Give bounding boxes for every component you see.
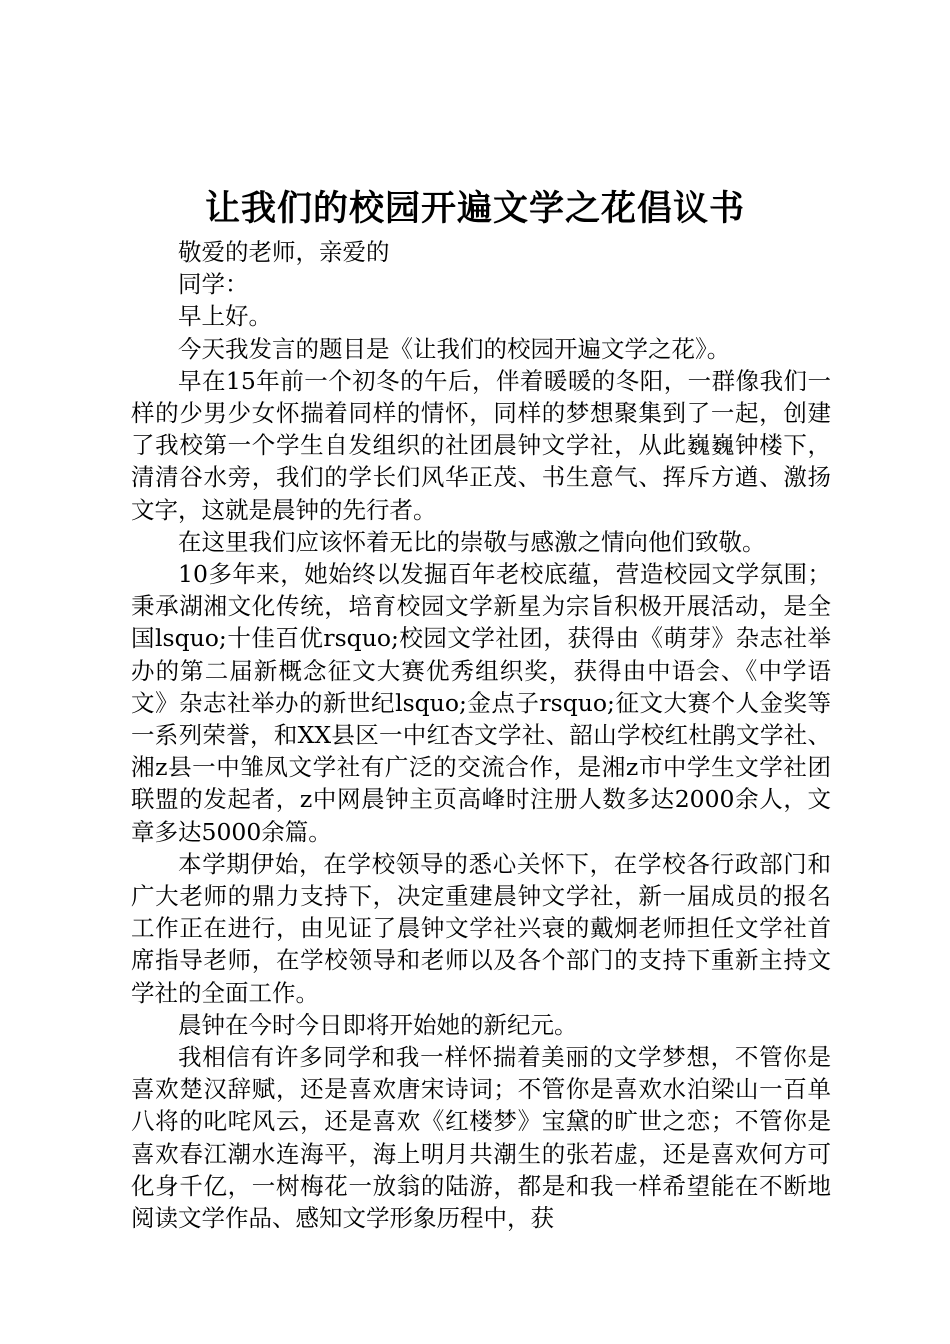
paragraph-greeting: 早上好。 [178, 302, 272, 331]
paragraph-salutation-2: 同学： [178, 270, 249, 299]
paragraph-salutation-1: 敬爱的老师，亲爱的 [178, 238, 390, 266]
document-body [131, 236, 831, 1234]
paragraph-topic: 今天我发言的题目是《让我们的校园开遍文学之花》。 [178, 334, 731, 363]
paragraph-rebuild: 本学期伊始，在学校领导的悉心关怀下，在学校各行政部门和广大老师的鼎力支持下，决定重建晨钟文学社，新一届成员的报名工作正在进行，由见证了晨钟文学社兴衰的戴炯老师担任文学社首席指导老师，在学校领导和老师以及各个部门的支持下重新主持文学社的全面工作。 [131, 849, 831, 1007]
paragraph-achievements: 10多年来，她始终以发掘百年老校底蕴，营造校园文学氛围；秉承湖湘文化传统，培育校园文学新星为宗旨积极开展活动，是全国lsquo;十佳百优rsquo;校园文学社团，获得由《萌芽》杂志社举办的第二届新概念征文大赛优秀组织奖，获得由中语会、《中学语文》杂志社举办的新世纪lsquo;金点子rsquo;征文大赛个人金奖等一系列荣誉，和XX县区一中红杏文学社、韶山学校红杜鹃文学社、湘z县一中雏凤文学社有广泛的交流合作，是湘z市中学生文学社团联盟的发起者，z中网晨钟主页高峰时注册人数多达2000余人，文章多达5000余篇。 [131, 560, 831, 846]
paragraph-dreams: 我相信有许多同学和我一样怀揣着美丽的文学梦想，不管你是喜欢楚汉辞赋，还是喜欢唐宋诗词；不管你是喜欢水泊梁山一百单八将的叱咤风云，还是喜欢《红楼梦》宝黛的旷世之恋；不管你是喜欢春江潮水连海平，海上明月共潮生的张若虚，还是喜欢何方可化身千亿，一树梅花一放翁的陆游，都是和我一样希望能在不断地阅读文学作品、感知文学形象历程中，获 [131, 1043, 831, 1233]
paragraph-tribute: 在这里我们应该怀着无比的崇敬与感激之情向他们致敬。 [178, 527, 766, 556]
paragraph-history: 早在15年前一个初冬的午后，伴着暖暖的冬阳，一群像我们一样的少男少女怀揣着同样的情怀，同样的梦想聚集到了一起，创建了我校第一个学生自发组织的社团晨钟文学社，从此巍巍钟楼下，清清谷水旁，我们的学长们风华正茂、书生意气、挥斥方遒、激扬文字，这就是晨钟的先行者。 [131, 366, 831, 524]
paragraph-new-era: 晨钟在今时今日即将开始她的新纪元。 [178, 1010, 578, 1039]
document-title: 让我们的校园开遍文学之花倡议书 [204, 188, 745, 229]
